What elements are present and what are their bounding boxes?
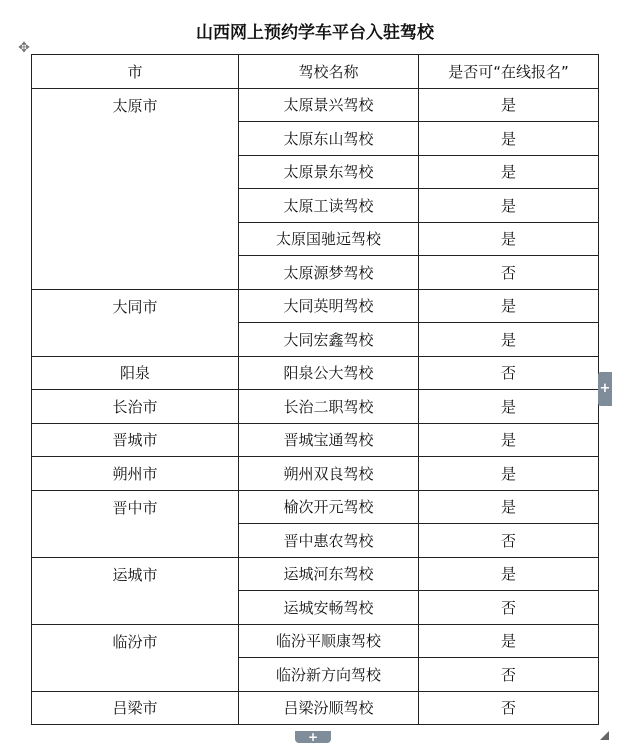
table-row xyxy=(32,88,599,122)
school-name-cell: 太原工读驾校 xyxy=(239,189,419,223)
online-signup-cell: 是 xyxy=(419,122,599,156)
page-title: 山西网上预约学车平台入驻驾校 xyxy=(196,23,434,43)
header-online-signup: 是否可“在线报名” xyxy=(419,55,599,89)
online-signup-cell: 否 xyxy=(419,658,599,692)
online-signup-cell: 否 xyxy=(419,691,599,725)
city-cell: 临汾市 xyxy=(32,624,239,691)
add-column-plus-icon[interactable]: + xyxy=(598,372,612,406)
online-signup-cell: 是 xyxy=(419,155,599,189)
table-row xyxy=(32,390,599,424)
city-cell: 太原市 xyxy=(32,88,239,289)
school-name-cell: 太原源梦驾校 xyxy=(239,256,419,290)
online-signup-cell: 否 xyxy=(419,591,599,625)
driving-school-table xyxy=(31,54,599,725)
online-signup-cell: 是 xyxy=(419,423,599,457)
city-cell: 晋城市 xyxy=(32,423,239,457)
add-row-plus-icon[interactable]: + xyxy=(295,731,331,743)
table-row xyxy=(32,457,599,491)
school-name-cell: 运城安畅驾校 xyxy=(239,591,419,625)
school-name-cell: 太原国驰远驾校 xyxy=(239,222,419,256)
table-row xyxy=(32,423,599,457)
table-row xyxy=(32,356,599,390)
header-school-name: 驾校名称 xyxy=(239,55,419,89)
online-signup-cell: 是 xyxy=(419,457,599,491)
city-cell: 晋中市 xyxy=(32,490,239,557)
online-signup-cell: 是 xyxy=(419,189,599,223)
city-cell: 吕梁市 xyxy=(32,691,239,725)
school-name-cell: 朔州双良驾校 xyxy=(239,457,419,491)
online-signup-cell: 是 xyxy=(419,490,599,524)
city-cell: 朔州市 xyxy=(32,457,239,491)
table-row xyxy=(32,490,599,524)
city-cell: 运城市 xyxy=(32,557,239,624)
move-handle-icon[interactable]: ✥ xyxy=(18,40,30,56)
school-name-cell: 临汾新方向驾校 xyxy=(239,658,419,692)
school-name-cell: 临汾平顺康驾校 xyxy=(239,624,419,658)
school-name-cell: 运城河东驾校 xyxy=(239,557,419,591)
city-cell: 长治市 xyxy=(32,390,239,424)
school-name-cell: 太原景东驾校 xyxy=(239,155,419,189)
online-signup-cell: 是 xyxy=(419,323,599,357)
table-header-row xyxy=(32,55,599,89)
school-name-cell: 长治二职驾校 xyxy=(239,390,419,424)
table-row xyxy=(32,691,599,725)
online-signup-cell: 是 xyxy=(419,289,599,323)
online-signup-cell: 是 xyxy=(419,624,599,658)
table-row xyxy=(32,557,599,591)
table-row xyxy=(32,289,599,323)
resize-grip-icon[interactable] xyxy=(600,731,609,740)
table-row xyxy=(32,624,599,658)
online-signup-cell: 否 xyxy=(419,524,599,558)
school-name-cell: 晋中惠农驾校 xyxy=(239,524,419,558)
header-city: 市 xyxy=(32,55,239,89)
online-signup-cell: 是 xyxy=(419,390,599,424)
school-name-cell: 太原东山驾校 xyxy=(239,122,419,156)
online-signup-cell: 是 xyxy=(419,557,599,591)
school-name-cell: 吕梁汾顺驾校 xyxy=(239,691,419,725)
online-signup-cell: 否 xyxy=(419,356,599,390)
online-signup-cell: 是 xyxy=(419,88,599,122)
online-signup-cell: 是 xyxy=(419,222,599,256)
school-name-cell: 大同英明驾校 xyxy=(239,289,419,323)
city-cell: 阳泉 xyxy=(32,356,239,390)
school-name-cell: 晋城宝通驾校 xyxy=(239,423,419,457)
online-signup-cell: 否 xyxy=(419,256,599,290)
school-name-cell: 太原景兴驾校 xyxy=(239,88,419,122)
city-cell: 大同市 xyxy=(32,289,239,356)
school-name-cell: 榆次开元驾校 xyxy=(239,490,419,524)
school-name-cell: 大同宏鑫驾校 xyxy=(239,323,419,357)
school-name-cell: 阳泉公大驾校 xyxy=(239,356,419,390)
